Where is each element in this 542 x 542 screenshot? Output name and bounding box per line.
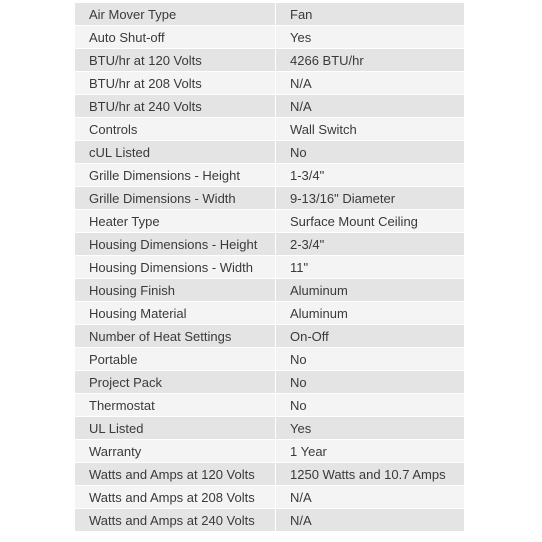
spec-label: Watts and Amps at 240 Volts [75, 509, 276, 532]
spec-value: 1-3/4" [276, 164, 465, 187]
spec-value: Surface Mount Ceiling [276, 210, 465, 233]
spec-value: Yes [276, 26, 465, 49]
spec-row [75, 233, 464, 256]
spec-label: Grille Dimensions - Height [75, 164, 276, 187]
spec-row [75, 164, 464, 187]
spec-value: 4266 BTU/hr [276, 49, 465, 72]
spec-value: 9-13/16" Diameter [276, 187, 465, 210]
spec-label: Controls [75, 118, 276, 141]
spec-row [75, 509, 464, 532]
spec-label: cUL Listed [75, 141, 276, 164]
spec-row [75, 486, 464, 509]
spec-value: Aluminum [276, 302, 465, 325]
spec-value: No [276, 141, 465, 164]
spec-label: Thermostat [75, 394, 276, 417]
spec-row [75, 95, 464, 118]
spec-label: BTU/hr at 120 Volts [75, 49, 276, 72]
spec-row [75, 141, 464, 164]
spec-value: 2-3/4" [276, 233, 465, 256]
spec-row [75, 26, 464, 49]
spec-row [75, 118, 464, 141]
spec-value: N/A [276, 486, 465, 509]
spec-row [75, 210, 464, 233]
spec-row [75, 394, 464, 417]
spec-label: Watts and Amps at 208 Volts [75, 486, 276, 509]
spec-row [75, 325, 464, 348]
spec-row [75, 72, 464, 95]
spec-label: Portable [75, 348, 276, 371]
spec-label: Watts and Amps at 120 Volts [75, 463, 276, 486]
spec-value: N/A [276, 72, 465, 95]
spec-value: No [276, 371, 465, 394]
spec-row [75, 440, 464, 463]
spec-value: No [276, 348, 465, 371]
spec-label: Heater Type [75, 210, 276, 233]
spec-label: Housing Dimensions - Width [75, 256, 276, 279]
spec-row [75, 187, 464, 210]
spec-row [75, 463, 464, 486]
spec-value: On-Off [276, 325, 465, 348]
spec-value: N/A [276, 95, 465, 118]
spec-row [75, 417, 464, 440]
spec-label: Grille Dimensions - Width [75, 187, 276, 210]
spec-row [75, 371, 464, 394]
spec-row [75, 348, 464, 371]
spec-value: 1250 Watts and 10.7 Amps [276, 463, 465, 486]
spec-row [75, 279, 464, 302]
spec-label: Housing Material [75, 302, 276, 325]
spec-row [75, 3, 464, 26]
spec-label: UL Listed [75, 417, 276, 440]
spec-value: Fan [276, 3, 465, 26]
spec-label: BTU/hr at 240 Volts [75, 95, 276, 118]
spec-row [75, 302, 464, 325]
specifications-table-body [75, 3, 464, 532]
spec-label: Air Mover Type [75, 3, 276, 26]
spec-value: Yes [276, 417, 465, 440]
spec-row [75, 49, 464, 72]
specifications-table [75, 3, 464, 532]
spec-label: Auto Shut-off [75, 26, 276, 49]
spec-label: Warranty [75, 440, 276, 463]
spec-value: 1 Year [276, 440, 465, 463]
spec-label: BTU/hr at 208 Volts [75, 72, 276, 95]
spec-label: Number of Heat Settings [75, 325, 276, 348]
spec-value: 11" [276, 256, 465, 279]
spec-value: No [276, 394, 465, 417]
spec-label: Project Pack [75, 371, 276, 394]
spec-label: Housing Finish [75, 279, 276, 302]
spec-label: Housing Dimensions - Height [75, 233, 276, 256]
spec-value: Wall Switch [276, 118, 465, 141]
spec-value: Aluminum [276, 279, 465, 302]
spec-row [75, 256, 464, 279]
spec-value: N/A [276, 509, 465, 532]
